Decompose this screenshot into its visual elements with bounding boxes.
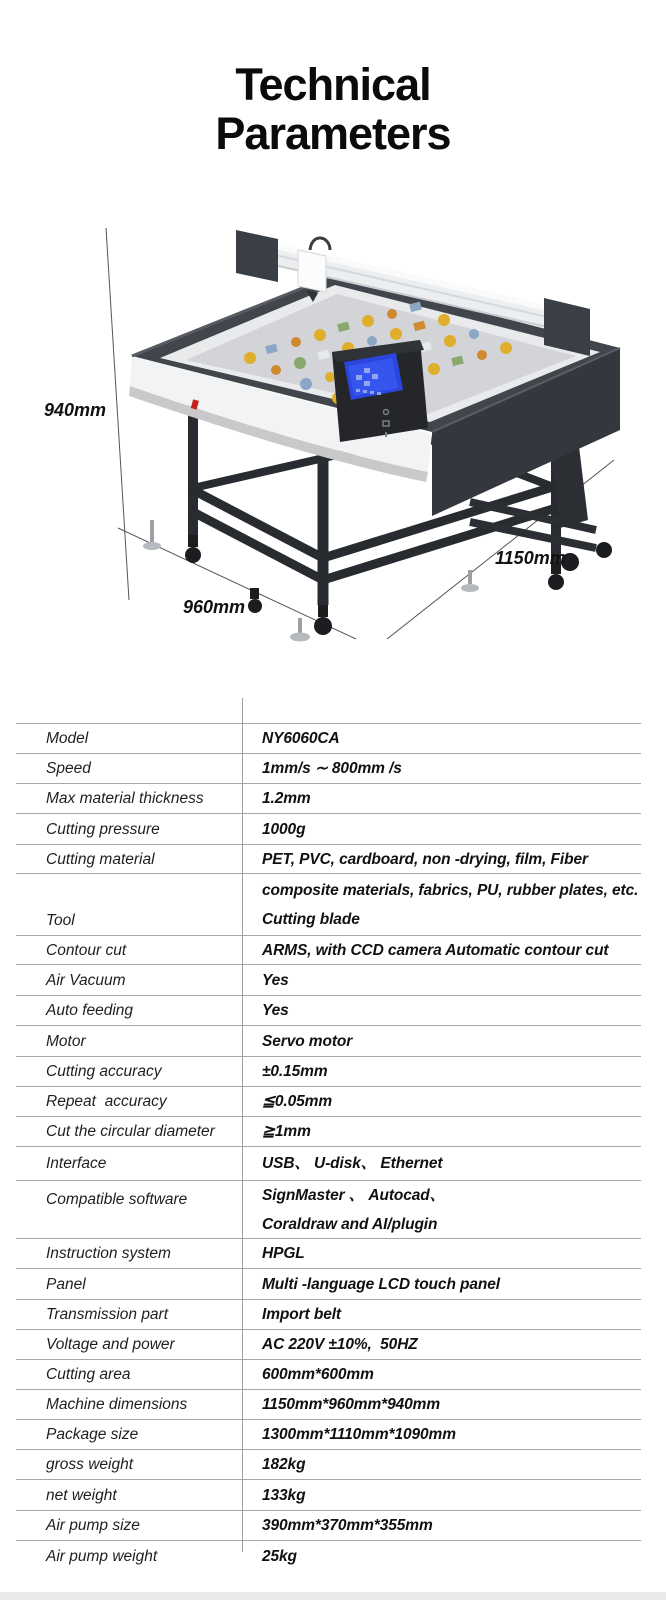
spec-value: 390mm*370mm*355mm [262,1517,433,1534]
spec-value: 1.2mm [262,790,311,807]
table-row [16,1117,641,1147]
spec-label: Instruction system [46,1245,171,1262]
table-row [16,724,641,754]
spec-value: AC 220V ±10%, 50HZ [262,1336,418,1353]
table-row [16,1057,641,1087]
spec-value: PET, PVC, cardboard, non -drying, film, Fiber [262,850,588,868]
spec-value: Servo motor [262,1032,353,1050]
spec-label: Compatible software [46,1191,188,1208]
cutting-head [298,250,326,292]
table-row [16,1330,641,1360]
table-row [16,1147,641,1181]
machine-illustration [0,190,666,660]
spec-label: Motor [46,1032,86,1050]
spec-label: Model [46,730,89,747]
spec-label: Max material thickness [46,790,204,807]
bottom-strip [0,1592,666,1600]
table-row [16,1541,641,1571]
page-title [0,60,666,158]
spec-label: Air pump size [46,1517,140,1534]
table-row [16,874,641,936]
spec-value: 182kg [262,1456,306,1473]
spec-value: 133kg [262,1486,306,1504]
spec-value: 1mm/s ∼ 800mm /s [262,760,402,777]
table-row [16,814,641,845]
spec-value: SignMaster 、 Autocad、 Coraldraw and AI/plugin [262,1186,446,1233]
control-panel [332,340,428,442]
spec-label: Cut the circular diameter [46,1123,215,1140]
page-title-line2: Parameters [215,108,451,159]
table-row [16,1360,641,1390]
spec-label: Package size [46,1426,139,1443]
table-row [16,754,641,784]
spec-label: Cutting pressure [46,820,160,838]
spec-label: Auto feeding [46,1002,134,1019]
spec-value: Import belt [262,1306,341,1323]
spec-label: Repeat accuracy [46,1093,167,1110]
table-row [16,784,641,814]
table-row [16,1239,641,1269]
spec-label: Voltage and power [46,1336,175,1353]
spec-label: Cutting material [46,850,155,868]
dim-label-width: 1150mm [495,548,566,568]
spec-label: net weight [46,1486,117,1504]
dim-label-height: 940mm [44,400,107,420]
spec-label: Air Vacuum [46,971,126,989]
spec-value: ARMS, with CCD camera Automatic contour cut [262,941,609,959]
spec-value: composite materials, fabrics, PU, rubber plates, etc. Cutting blade [262,881,639,928]
spec-value: NY6060CA [262,730,340,747]
table-row [16,1181,641,1239]
spec-value: ≧1mm [262,1123,311,1140]
spec-value: Yes [262,1002,289,1019]
table-row [16,1087,641,1117]
spec-label: Air pump weight [46,1547,158,1565]
spec-label: Cutting area [46,1366,131,1383]
spec-value: HPGL [262,1245,305,1262]
dim-line-height [106,228,129,600]
spec-value: ±0.15mm [262,1063,328,1080]
table-row [16,1390,641,1420]
table-row [16,1026,641,1057]
table-row [16,996,641,1026]
column-divider [242,698,243,1552]
spec-label: Speed [46,760,91,777]
spec-value: Multi -language LCD touch panel [262,1275,501,1293]
page-title-line1: Technical [235,59,431,110]
spec-label: gross weight [46,1456,134,1473]
spec-label: Contour cut [46,941,127,959]
spec-label: Tool [46,912,75,929]
table-row [16,1480,641,1511]
table-row [16,936,641,965]
spec-label: Machine dimensions [46,1396,188,1413]
spec-value: Yes [262,971,289,989]
spec-label: Panel [46,1275,86,1293]
table-row [16,1450,641,1480]
spec-value: 1000g [262,820,306,838]
spec-value: 1150mm*960mm*940mm [262,1396,441,1413]
spec-value: USB、 U-disk、 Ethernet [262,1155,443,1172]
spec-value: 1300mm*1110mm*1090mm [262,1426,456,1443]
spec-label: Interface [46,1155,107,1172]
spec-label: Transmission part [46,1306,169,1323]
table-row [16,845,641,874]
table-row [16,1511,641,1541]
spec-value: 600mm*600mm [262,1366,374,1383]
table-row [16,965,641,996]
table-row [16,1269,641,1300]
spec-label: Cutting accuracy [46,1063,162,1080]
spec-table [16,723,641,1571]
product-figure [0,190,666,660]
spec-value: ≦0.05mm [262,1093,333,1110]
table-row [16,1300,641,1330]
spec-value: 25kg [262,1547,297,1565]
dim-label-depth: 960mm [183,597,246,617]
table-row [16,1420,641,1450]
